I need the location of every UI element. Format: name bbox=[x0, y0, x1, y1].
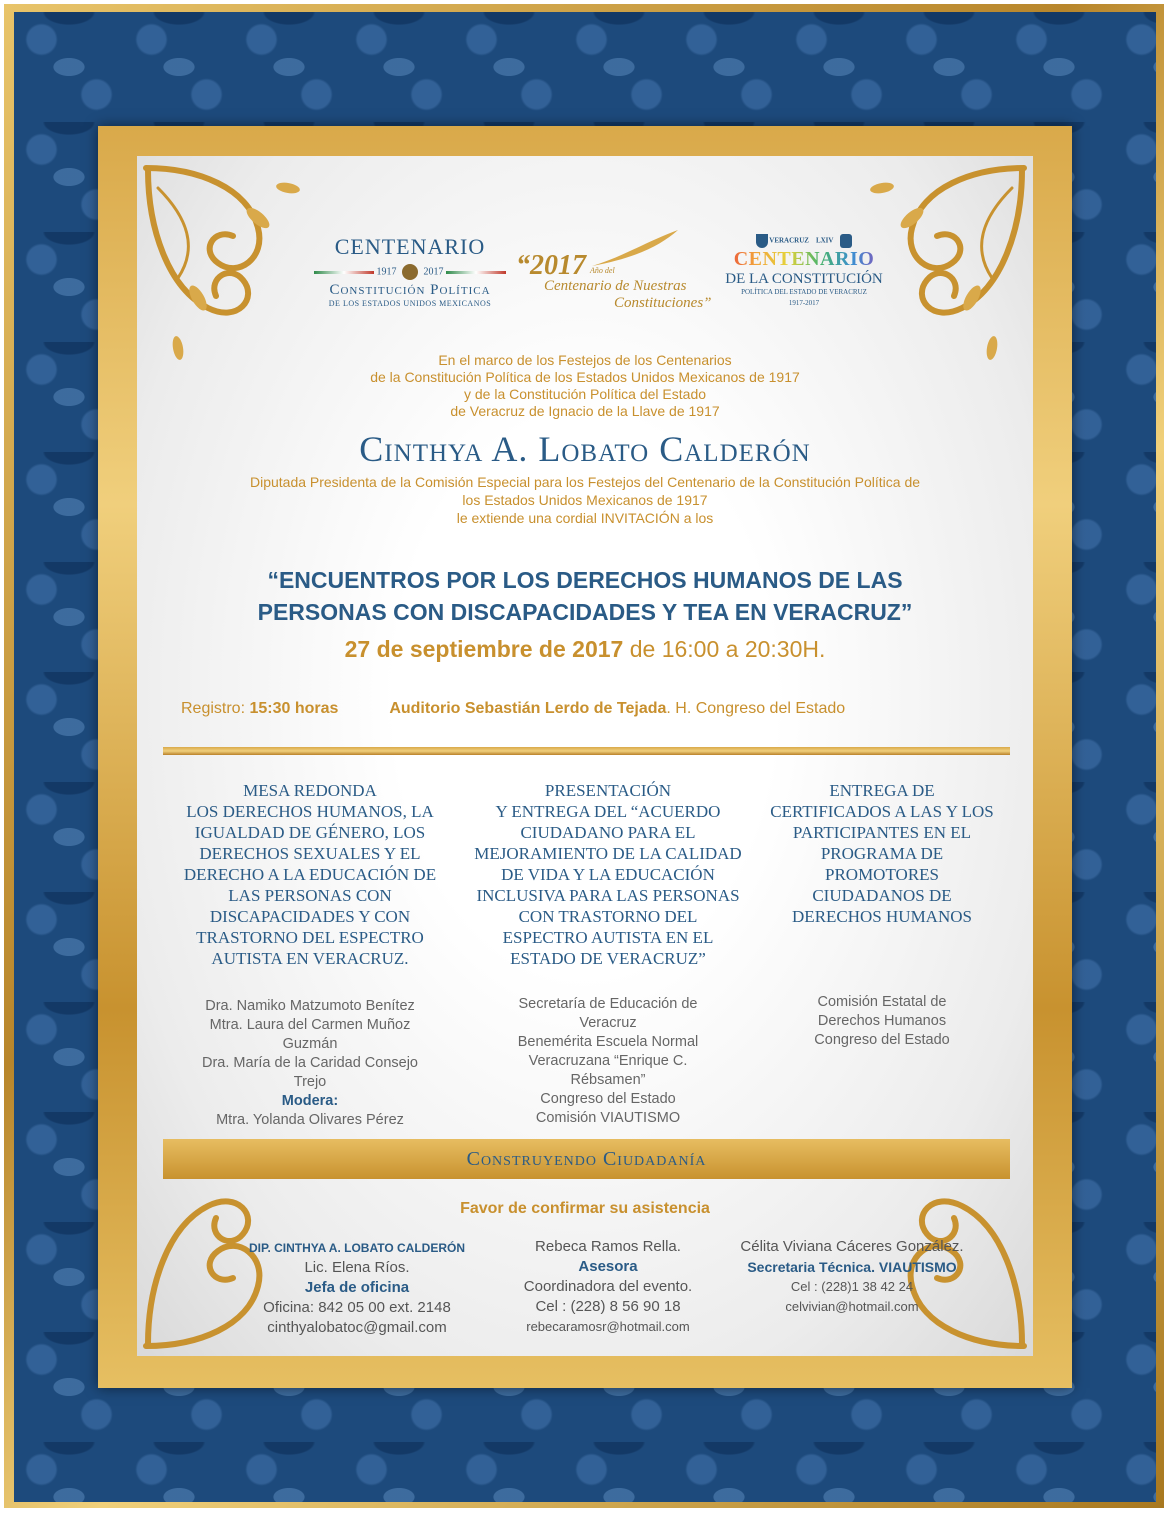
role-line: Diputada Presidenta de la Comisión Especial para los Festejos del Centenario de la Constitución Política de bbox=[249, 474, 921, 490]
venue-detail: . H. Congreso del Estado bbox=[666, 700, 846, 717]
contact-detail: Coordinadora del evento. bbox=[523, 1278, 693, 1295]
participant-line: Secretaría de Educación de bbox=[518, 996, 698, 1012]
heading-line: PRESENTACIÓN bbox=[544, 781, 672, 800]
logo-veracruz-title: CENTENARIO bbox=[724, 248, 884, 271]
column-heading bbox=[742, 780, 1022, 927]
role-line: los Estados Unidos Mexicanos de 1917 bbox=[462, 492, 708, 508]
heading-line: DERECHO A LA EDUCACIÓN DE bbox=[183, 865, 437, 884]
veracruz-shield-icon bbox=[756, 234, 768, 248]
intro-line: En el marco de los Festejos de los Centenarios bbox=[438, 352, 732, 368]
venue-name: Auditorio Sebastián Lerdo de Tejada bbox=[389, 700, 667, 717]
participant-line: Congreso del Estado bbox=[814, 1032, 950, 1048]
participant-line: Trejo bbox=[293, 1074, 327, 1090]
role-line: le extiende una cordial INVITACIÓN a los bbox=[456, 510, 714, 526]
participant-line: Mtra. Laura del Carmen Muñoz bbox=[209, 1017, 411, 1033]
heading-line: CERTIFICADOS A LAS Y LOS bbox=[770, 802, 994, 821]
participant-line: Congreso del Estado bbox=[540, 1091, 676, 1107]
heading-line: MEJORAMIENTO DE LA CALIDAD bbox=[474, 844, 742, 863]
event-title bbox=[160, 564, 1010, 628]
heading-line: PARTICIPANTES EN EL bbox=[792, 823, 972, 842]
heading-line: CIUDADANOS DE bbox=[812, 886, 952, 905]
moderator-name: Mtra. Yolanda Olivares Pérez bbox=[216, 1112, 404, 1128]
eagle-icon bbox=[402, 264, 418, 280]
logo-veracruz-line2: POLÍTICA DEL ESTADO DE VERACRUZ bbox=[741, 288, 867, 296]
program-column-3 bbox=[742, 780, 1022, 1050]
intro-line: y de la Constitución Política del Estado bbox=[463, 386, 707, 402]
column-participants bbox=[170, 997, 450, 1130]
program-column-2 bbox=[468, 780, 748, 1128]
event-date-time: de 16:00 a 20:30H. bbox=[623, 636, 826, 662]
heading-line: Y ENTREGA DEL “ACUERDO bbox=[495, 802, 721, 821]
heading-line: MESA REDONDA bbox=[243, 781, 377, 800]
heading-line: PROGRAMA DE bbox=[820, 844, 944, 863]
contact-name: Rebeca Ramos Rella. bbox=[535, 1238, 681, 1255]
heading-line: LAS PERSONAS CON bbox=[228, 886, 392, 905]
heading-line: INCLUSIVA PARA LAS PERSONAS bbox=[476, 886, 740, 905]
participant-line: Veracruz bbox=[579, 1015, 637, 1031]
veracruz-centenario-logo bbox=[724, 234, 884, 307]
logo-veracruz-top bbox=[724, 234, 884, 248]
contact-role: Jefa de oficina bbox=[304, 1279, 410, 1296]
host-role bbox=[150, 473, 1020, 527]
participant-line: Dra. Namiko Matzumoto Benítez bbox=[205, 998, 415, 1014]
participant-line: Comisión VIAUTISMO bbox=[535, 1110, 681, 1126]
logo-year-right: 2017 bbox=[423, 266, 444, 278]
logo-year-left: 1917 bbox=[376, 266, 397, 278]
column-heading bbox=[468, 780, 748, 969]
heading-line: ESPECTRO AUTISTA EN EL bbox=[502, 928, 714, 947]
logo-veracruz-line1: DE LA CONSTITUCIÓN bbox=[725, 271, 883, 287]
banner-construyendo-ciudadania: Construyendo Ciudadanía bbox=[163, 1139, 1010, 1179]
logo-centenario-years bbox=[290, 264, 530, 280]
anio-centenario-logo bbox=[510, 232, 730, 311]
contact-email[interactable]: cinthyalobatoc@gmail.com bbox=[267, 1319, 447, 1336]
contact-email[interactable]: rebecaramosr@hotmail.com bbox=[526, 1319, 690, 1334]
intro-line: de Veracruz de Ignacio de la Llave de 1917 bbox=[450, 403, 720, 419]
participant-line: Dra. María de la Caridad Consejo bbox=[202, 1055, 418, 1071]
event-title-line: PERSONAS CON DISCAPACIDADES Y TEA EN VERACRUZ” bbox=[257, 599, 913, 625]
centenario-logo bbox=[290, 234, 530, 308]
contact-name: Lic. Elena Ríos. bbox=[304, 1259, 410, 1276]
event-date-bold: 27 de septiembre de 2017 bbox=[344, 636, 624, 662]
logo-veracruz-top1: VERACRUZ bbox=[769, 236, 809, 245]
participant-line: Veracruzana “Enrique C. bbox=[528, 1053, 688, 1069]
heading-line: DERECHOS SEXUALES Y EL bbox=[199, 844, 421, 863]
heading-line: ENTREGA DE bbox=[829, 781, 935, 800]
registration-info bbox=[160, 700, 1010, 718]
moderator-label: Modera: bbox=[281, 1093, 339, 1109]
intro-text bbox=[190, 352, 980, 420]
contact-block-1 bbox=[212, 1238, 502, 1338]
contact-role: Secretaria Técnica. VIAUTISMO bbox=[747, 1259, 957, 1275]
program-column-1 bbox=[170, 780, 450, 1130]
contact-block-3 bbox=[702, 1237, 1002, 1317]
column-participants bbox=[468, 995, 748, 1128]
heading-line: DE VIDA Y LA EDUCACIÓN bbox=[501, 865, 715, 884]
participant-line: Guzmán bbox=[282, 1036, 338, 1052]
heading-line: DISCAPACIDADES Y CON bbox=[209, 907, 411, 926]
heading-line: LOS DERECHOS HUMANOS, LA bbox=[186, 802, 434, 821]
heading-line: TRASTORNO DEL ESPECTRO bbox=[196, 928, 424, 947]
participant-line: Rébsamen” bbox=[570, 1072, 646, 1088]
gold-divider bbox=[163, 747, 1010, 755]
registration-label: Registro: bbox=[181, 700, 250, 717]
contact-phone: Oficina: 842 05 00 ext. 2148 bbox=[263, 1299, 451, 1316]
logo-veracruz-top2: LXIV bbox=[815, 236, 834, 245]
confirm-attendance: Favor de confirmar su asistencia bbox=[460, 1200, 710, 1217]
event-title-line: “ENCUENTROS POR LOS DERECHOS HUMANOS DE LAS bbox=[267, 567, 903, 593]
heading-line: DERECHOS HUMANOS bbox=[792, 907, 972, 926]
contact-block-2 bbox=[478, 1237, 738, 1337]
logo-anio-line3: Constituciones” bbox=[614, 295, 712, 311]
registration-time: 15:30 horas bbox=[249, 700, 339, 717]
heading-line: ESTADO DE VERACRUZ” bbox=[510, 949, 706, 968]
heading-line: IGUALDAD DE GÉNERO, LOS bbox=[194, 823, 426, 842]
contact-phone: Cel : (228) 8 56 90 18 bbox=[535, 1298, 681, 1315]
participant-line: Benemérita Escuela Normal bbox=[517, 1034, 699, 1050]
heading-line: CIUDADANO PARA EL bbox=[520, 823, 696, 842]
contact-role: Asesora bbox=[578, 1258, 638, 1275]
logo-anio-line2: Centenario de Nuestras bbox=[544, 278, 687, 294]
column-participants bbox=[742, 993, 1022, 1050]
participant-line: Comisión Estatal de bbox=[817, 994, 947, 1010]
logo-centenario-title: CENTENARIO bbox=[334, 234, 486, 259]
event-date bbox=[160, 636, 1010, 663]
heading-line: PROMOTORES bbox=[825, 865, 939, 884]
heading-line: AUTISTA EN VERACRUZ. bbox=[211, 949, 409, 968]
logo-anio-line1: Año del bbox=[590, 265, 615, 275]
contact-header: DIP. CINTHYA A. LOBATO CALDERÓN bbox=[248, 1241, 466, 1255]
participant-line: Derechos Humanos bbox=[817, 1013, 947, 1029]
contact-phone: Cel : (228)1 38 42 24 bbox=[790, 1279, 914, 1294]
logo-year: “2017 bbox=[516, 250, 586, 281]
intro-line: de la Constitución Política de los Estados Unidos Mexicanos de 1917 bbox=[370, 369, 800, 385]
logo-centenario-sub2: DE LOS ESTADOS UNIDOS MEXICANOS bbox=[328, 299, 492, 308]
contact-name: Célita Viviana Cáceres González. bbox=[740, 1238, 964, 1255]
logo-centenario-subtitle: Constitución Política bbox=[329, 282, 491, 298]
logo-veracruz-years: 1917-2017 bbox=[788, 299, 820, 307]
column-heading bbox=[170, 780, 450, 969]
contact-email[interactable]: celvivian@hotmail.com bbox=[785, 1299, 919, 1314]
congreso-seal-icon bbox=[840, 234, 852, 248]
heading-line: CON TRASTORNO DEL bbox=[518, 907, 698, 926]
host-name: Cinthya A. Lobato Calderón bbox=[359, 429, 811, 469]
